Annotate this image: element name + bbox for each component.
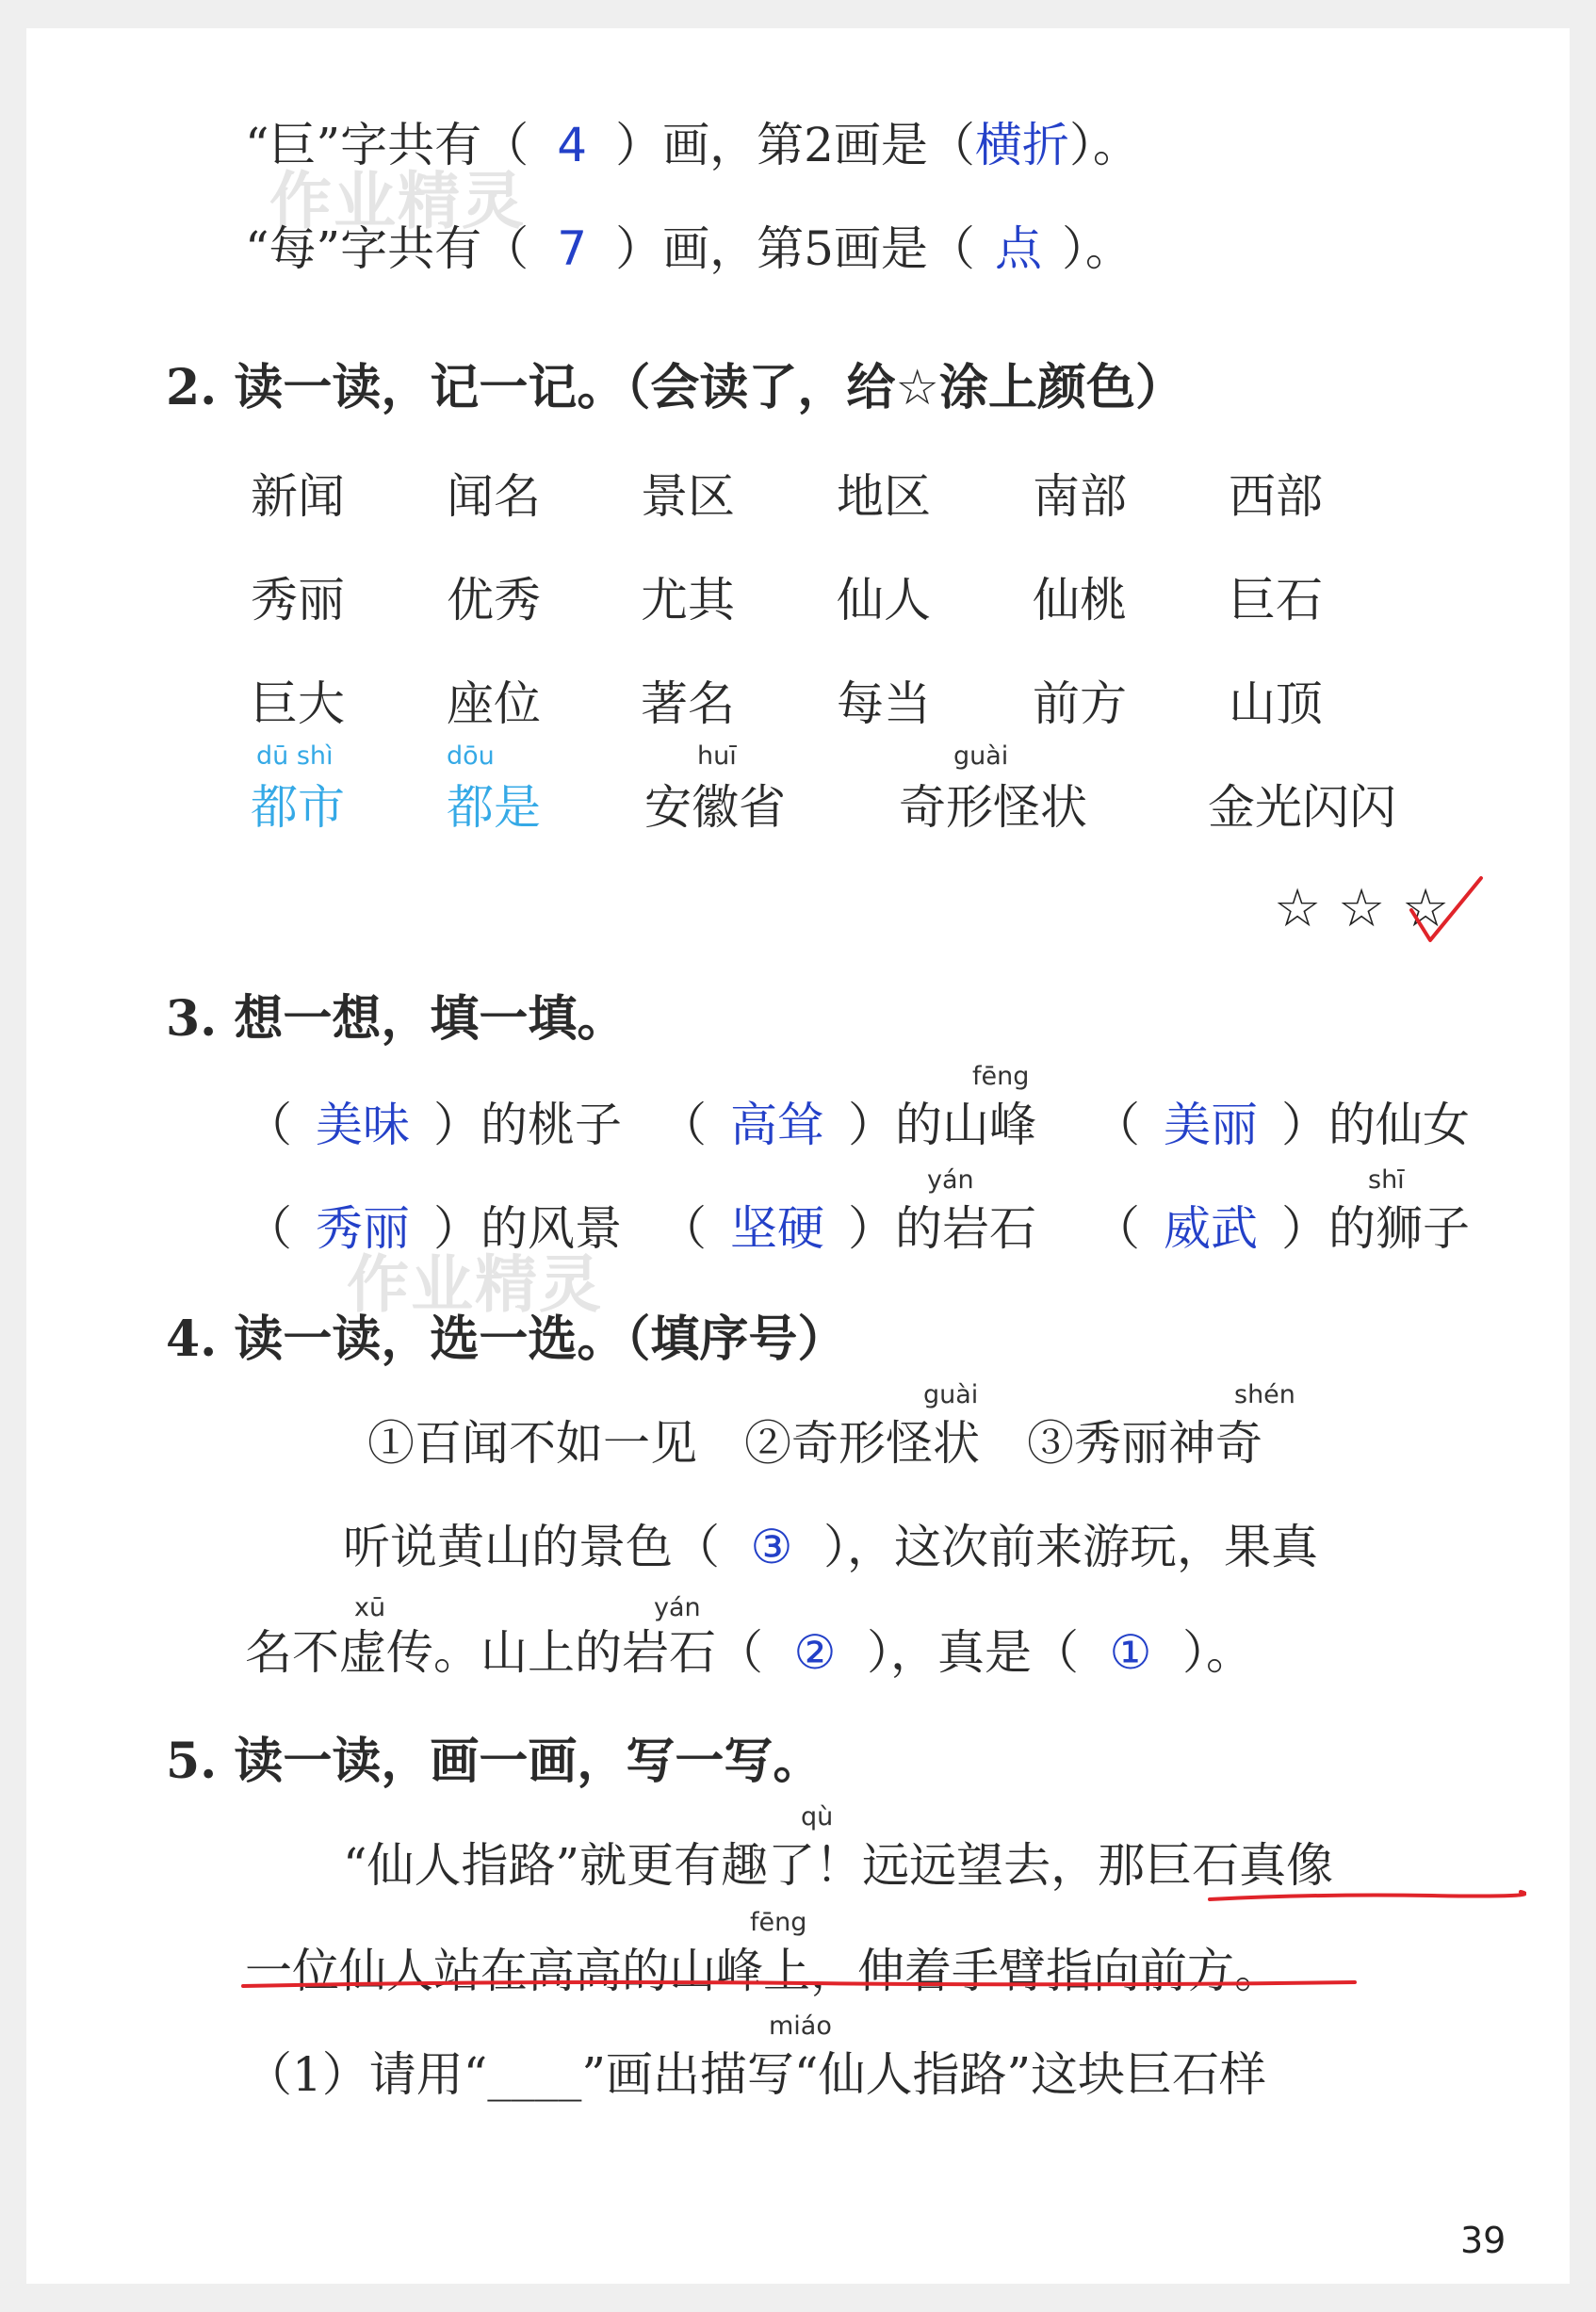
pinyin: guài (923, 1380, 979, 1409)
word: 山顶 (1229, 676, 1323, 731)
word: 地区 (837, 469, 931, 524)
rating-star-icon: ☆ (1402, 878, 1450, 939)
fill-item: （ 秀丽 ）的风景 (245, 1198, 622, 1259)
question-5-title: 5. 读一读，画一画，写一写。 (166, 1733, 822, 1790)
question-2-title: 2. 读一读，记一记。（会读了，给☆涂上颜色） (166, 359, 1185, 416)
pinyin: shī (1368, 1165, 1405, 1195)
checkmark-icon (1404, 874, 1489, 950)
answer: 秀丽 (316, 1201, 410, 1256)
word: 秀丽 (251, 573, 345, 627)
pinyin: shén (1234, 1380, 1295, 1409)
fill-item: （ 高耸 ）的山峰 (660, 1095, 1036, 1155)
pinyin: miáo (769, 2011, 832, 2041)
pinyin: fēng (750, 1908, 807, 1937)
answer: ② (793, 1625, 837, 1680)
word: 著名 (641, 676, 735, 731)
answer: 点 (994, 221, 1042, 276)
pinyin: yán (654, 1593, 701, 1622)
watermark: 作业精灵 (347, 1248, 603, 1321)
word: 优秀 (447, 573, 541, 627)
answer: 7 (557, 221, 588, 276)
q4-line-2: 名不虚传。山上的岩石（ ② ），真是（ ① ）。 (245, 1622, 1253, 1683)
word: 座位 (447, 676, 541, 731)
answer: 坚硬 (730, 1201, 824, 1256)
fill-item: （ 坚硬 ）的岩石 (660, 1198, 1036, 1259)
answer: 高耸 (730, 1098, 824, 1152)
pinyin: qù (801, 1802, 834, 1832)
answer: 4 (557, 118, 588, 172)
pinyin: dōu (447, 741, 495, 771)
word: 巨石 (1229, 573, 1323, 627)
fill-item: （ 威武 ）的狮子 (1093, 1198, 1470, 1259)
passage-line-2: 一位仙人站在高高的山峰上，伸着手臂指向前方。 (245, 1944, 1281, 1998)
word: 南部 (1033, 469, 1127, 524)
word: 每当 (837, 676, 931, 731)
answer: ① (1109, 1625, 1152, 1680)
fill-item: （ 美丽 ）的仙女 (1093, 1095, 1470, 1155)
pinyin: fēng (972, 1062, 1030, 1091)
word: 奇形怪状 (899, 780, 1087, 835)
star-icon: ☆ (895, 360, 940, 416)
rating-star-icon: ☆ (1274, 878, 1322, 939)
q4-line-1: 听说黄山的景色（ ③ ），这次前来游玩，果真 (343, 1517, 1318, 1577)
word: 尤其 (641, 573, 735, 627)
question-5-sub-1: （1）请用“____”画出描写“仙人指路”这块巨石样 (245, 2047, 1267, 2102)
word: 西部 (1229, 469, 1323, 524)
word: 金光闪闪 (1208, 780, 1396, 835)
question-3-title: 3. 想一想，填一填。 (166, 990, 627, 1048)
word: 安徽省 (644, 780, 786, 835)
pinyin: yán (927, 1165, 974, 1195)
word: 闻名 (447, 469, 541, 524)
red-underline (1206, 1886, 1526, 1905)
question-4-title: 4. 读一读，选一选。（填序号） (166, 1311, 847, 1368)
pinyin: huī (697, 741, 737, 771)
answer: 美味 (316, 1098, 410, 1152)
options-line: ①百闻不如一见 ②奇形怪状 ③秀丽神奇 (367, 1416, 1262, 1471)
pinyin: guài (953, 741, 1009, 771)
rating-star-icon: ☆ (1338, 878, 1386, 939)
watermark: 作业精灵 (269, 165, 526, 237)
word-highlight: 都市 (251, 780, 345, 835)
word-highlight: 都是 (447, 780, 541, 835)
pinyin: xū (354, 1593, 386, 1622)
stroke-line-mei: “每”字共有（ 7 ）画，第5画是（ 点 ）。 (245, 219, 1132, 279)
answer: 横折 (974, 118, 1069, 172)
answer: 威武 (1164, 1201, 1258, 1256)
passage-line-1: “仙人指路”就更有趣了！远远望去，那巨石真像 (343, 1838, 1334, 1893)
underlined-text: 那巨石真像 (1098, 1838, 1334, 1893)
word: 巨大 (251, 676, 345, 731)
answer: 美丽 (1164, 1098, 1258, 1152)
word: 前方 (1033, 676, 1127, 731)
workbook-page (26, 28, 1570, 2284)
stroke-line-ju: “巨”字共有（ 4 ）画，第2画是（横折）。 (245, 115, 1140, 175)
word: 仙桃 (1033, 573, 1127, 627)
word: 新闻 (251, 469, 345, 524)
page-number: 39 (1460, 2220, 1506, 2261)
word: 仙人 (837, 573, 931, 627)
pinyin: dū shì (256, 741, 334, 771)
word: 景区 (641, 469, 735, 524)
fill-item: （ 美味 ）的桃子 (245, 1095, 622, 1155)
answer: ③ (750, 1520, 793, 1574)
red-underline (239, 1975, 1360, 1997)
